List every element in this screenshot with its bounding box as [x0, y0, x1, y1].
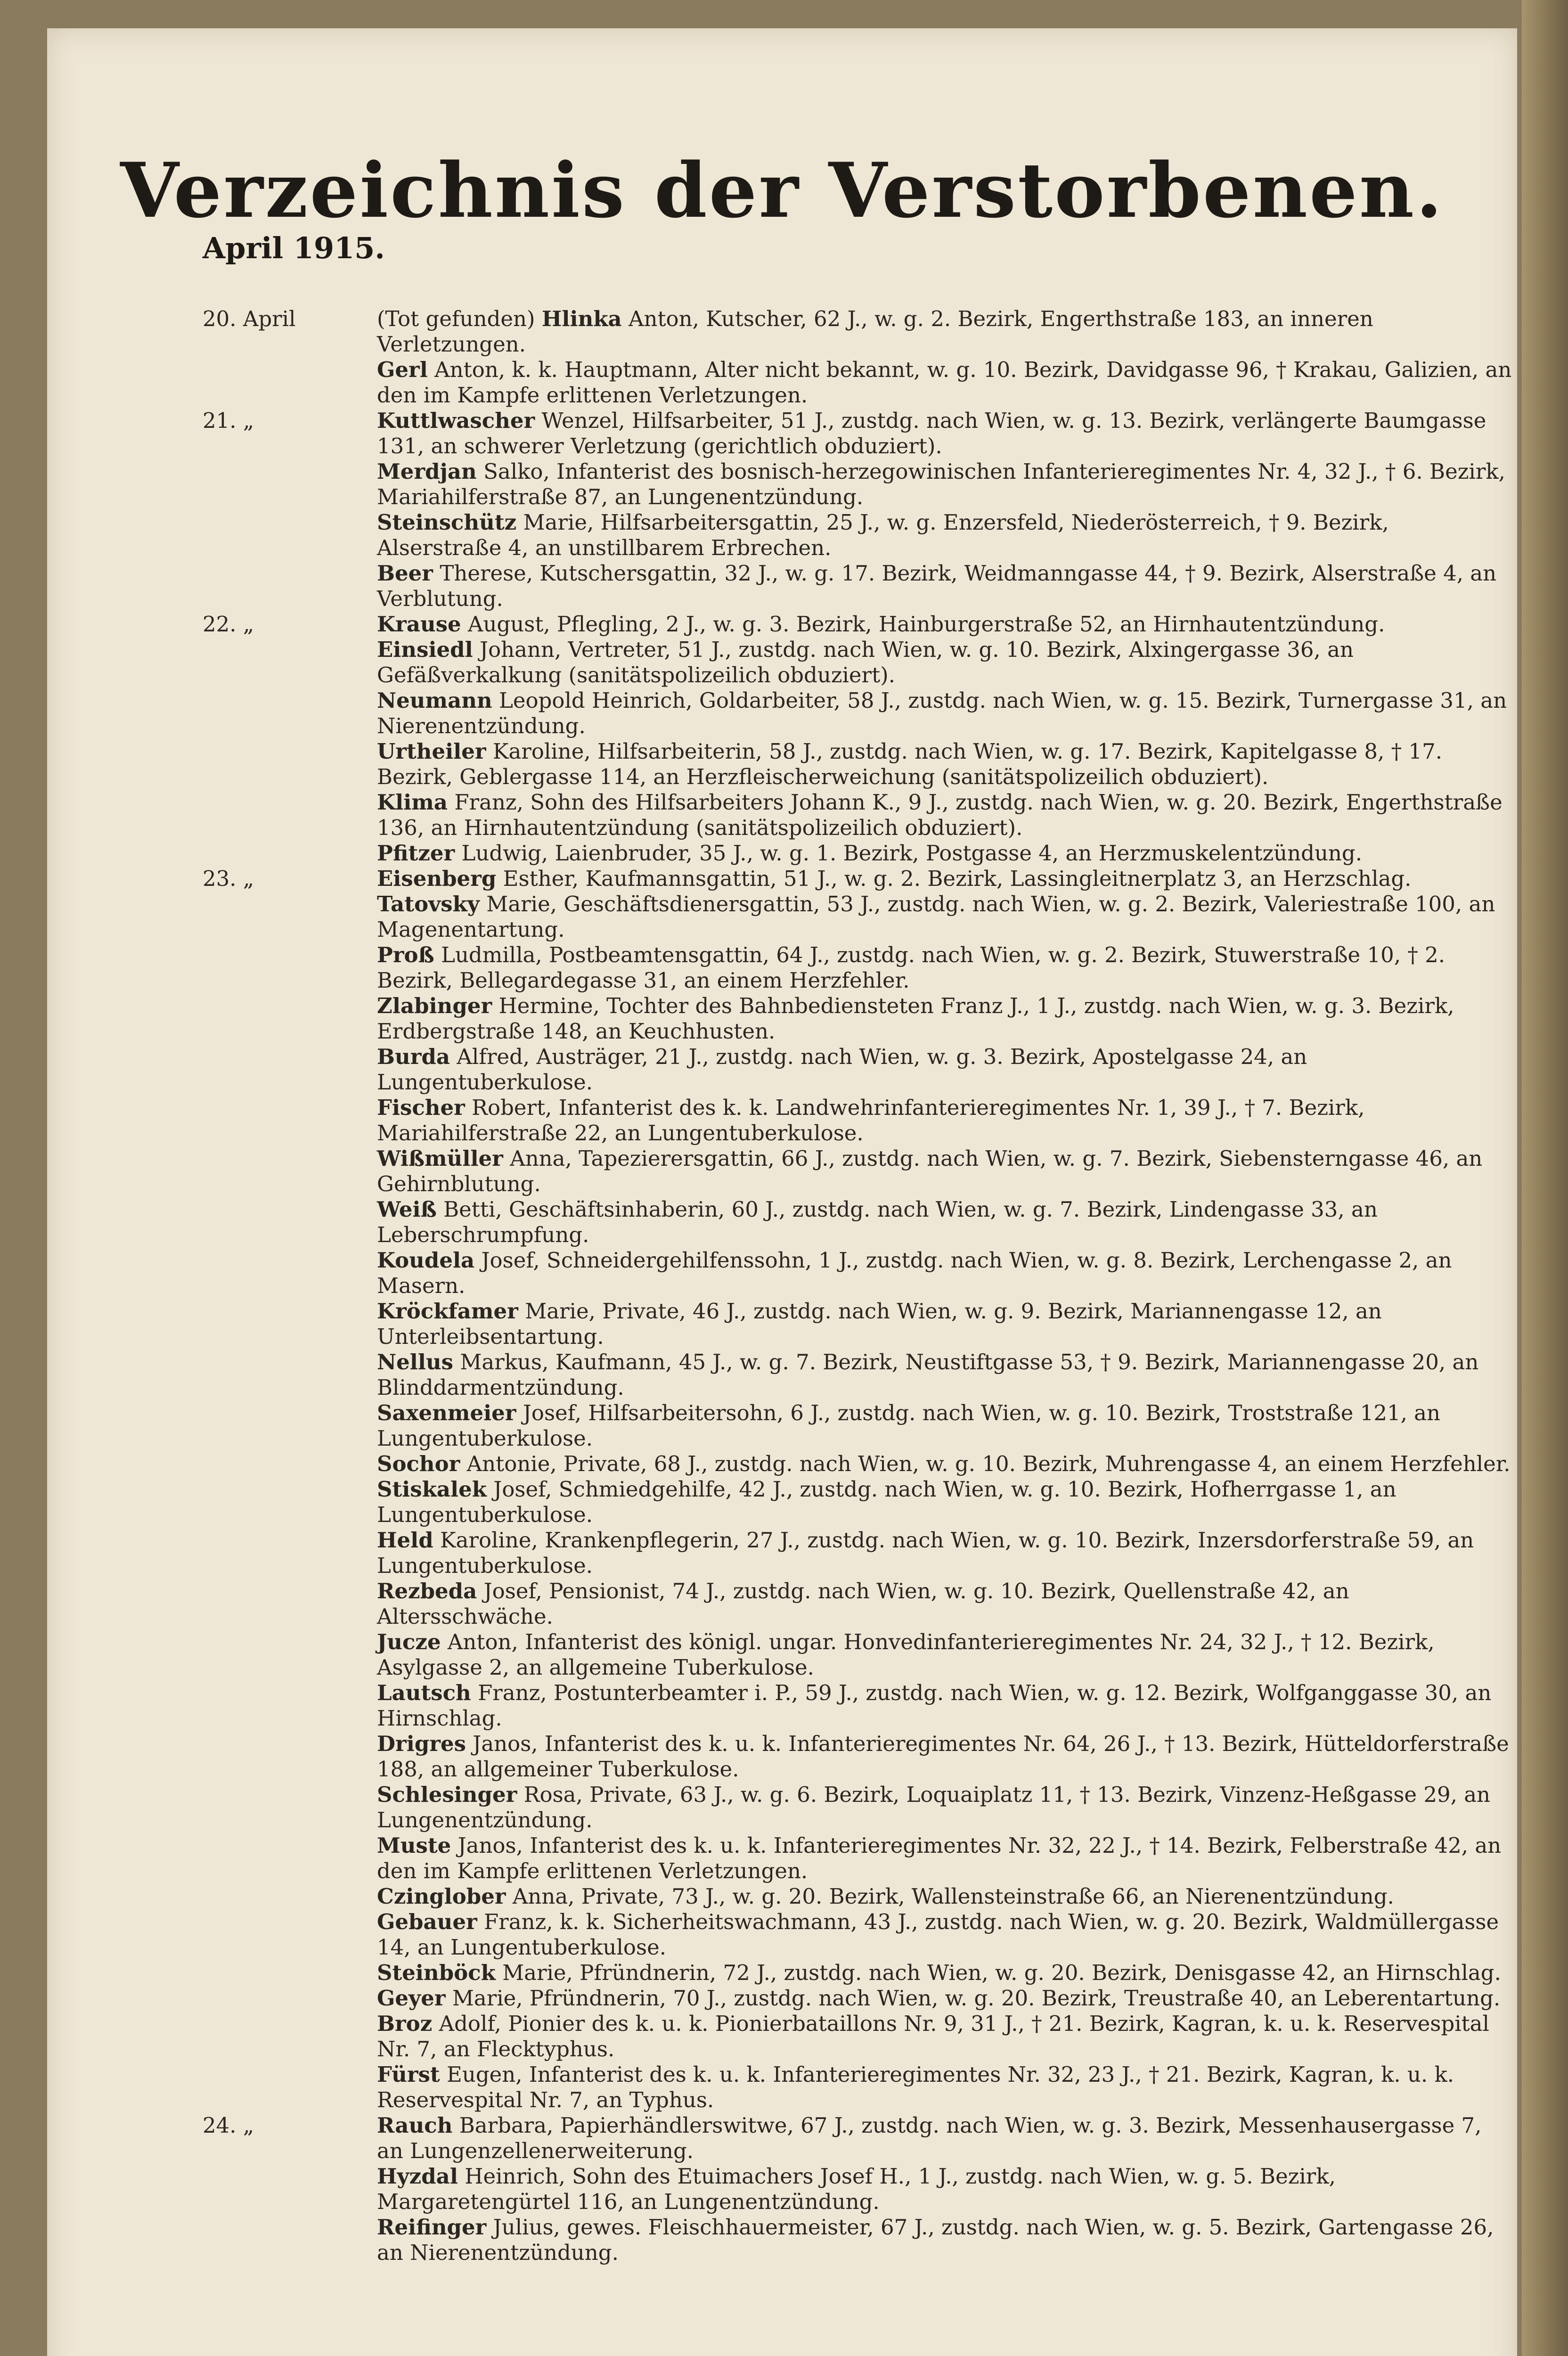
entry-surname: Kuttlwascher: [377, 408, 535, 433]
entry-details: Alfred, Austräger, 21 J., zustdg. nach Wien, w. g. 3. Bezirk, Apostelgasse 24, an Lungentuberkulose.: [377, 1044, 1307, 1095]
entry-surname: Gerl: [377, 357, 428, 382]
entry-details: Leopold Heinrich, Goldarbeiter, 58 J., zustdg. nach Wien, w. g. 15. Bezirk, Turnergasse 31, an Nierenentzündung.: [377, 688, 1507, 738]
list-item: [203, 1299, 1512, 1350]
list-item: [203, 1909, 1512, 1960]
entry-details: Janos, Infanterist des k. u. k. Infanterieregimentes Nr. 32, 22 J., † 14. Bezirk, Felberstraße 42, an den im Kampfe erlittenen Verletzungen.: [377, 1833, 1502, 1883]
page-title: Verzeichnis der Verstorbenen.: [120, 146, 1444, 235]
list-item: [203, 1044, 1512, 1095]
entry-surname: Lautsch: [377, 1680, 471, 1705]
list-item: [203, 1248, 1512, 1299]
entry-date: 20. April: [203, 306, 296, 331]
entry-details: Ludwig, Laienbruder, 35 J., w. g. 1. Bezirk, Postgasse 4, an Herzmuskelentzündung.: [455, 841, 1363, 866]
entry-date: 23. „: [203, 866, 254, 891]
list-item: [203, 1528, 1512, 1579]
entry-surname: Gebauer: [377, 1909, 477, 1934]
entry-details: Rosa, Private, 63 J., w. g. 6. Bezirk, Loquaiplatz 11, † 13. Bezirk, Vinzenz-Heßgasse 29, an Lungenentzündung.: [377, 1782, 1491, 1832]
entry-surname: Nellus: [377, 1350, 454, 1374]
entry-surname: Muste: [377, 1833, 451, 1858]
entry-details: Markus, Kaufmann, 45 J., w. g. 7. Bezirk, Neustiftgasse 53, † 9. Bezirk, Mariannengasse 20, an Blinddarmentzündung.: [377, 1350, 1479, 1400]
entry-details: Marie, Hilfsarbeitersgattin, 25 J., w. g. Enzersfeld, Niederösterreich, † 9. Bezirk, Alserstraße 4, an unstillbarem Erbrechen.: [377, 510, 1389, 560]
entry-surname: Fischer: [377, 1095, 465, 1120]
list-item: [203, 408, 1512, 459]
entry-surname: Broz: [377, 2011, 433, 2036]
entry-surname: Hyzdal: [377, 2164, 458, 2189]
list-item: [203, 1731, 1512, 1782]
entry-surname: Fürst: [377, 2062, 440, 2087]
entry-surname: Stiskalek: [377, 1477, 487, 1502]
entry-surname: Jucze: [377, 1629, 441, 1654]
entry-surname: Rauch: [377, 2113, 453, 2138]
entry-surname: Koudela: [377, 1248, 475, 1273]
entry-surname: Neumann: [377, 688, 492, 713]
entry-surname: Sochor: [377, 1451, 460, 1476]
entry-details: Josef, Schmiedgehilfe, 42 J., zustdg. nach Wien, w. g. 10. Bezirk, Hofherrgasse 1, an Lungentuberkulose.: [377, 1477, 1396, 1527]
list-item: [203, 2062, 1512, 2113]
list-item: [203, 510, 1512, 561]
list-item: [203, 1960, 1512, 1986]
list-item: [203, 688, 1512, 739]
list-item: [203, 1833, 1512, 1884]
entry-surname: Steinschütz: [377, 510, 517, 535]
entry-details: Anton, Kutscher, 62 J., w. g. 2. Bezirk, Engerthstraße 183, an inneren Verletzungen.: [377, 306, 1373, 357]
entry-details: Karoline, Hilfsarbeiterin, 58 J., zustdg. nach Wien, w. g. 17. Bezirk, Kapitelgasse 8, † 17. Bezirk, Geblergasse 114, an Herzfleischerweichung (sanitätspolizeilich obduziert).: [377, 739, 1442, 789]
list-item: [203, 1680, 1512, 1731]
entry-details: Betti, Geschäftsinhaberin, 60 J., zustdg. nach Wien, w. g. 7. Bezirk, Lindengasse 33, an Leberschrumpfung.: [377, 1197, 1378, 1247]
list-item: [203, 1884, 1512, 1909]
entry-surname: Geyer: [377, 1986, 446, 2011]
page: [47, 28, 1517, 2356]
entry-details: Franz, Postunterbeamter i. P., 59 J., zustdg. nach Wien, w. g. 12. Bezirk, Wolfganggasse 30, an Hirnschlag.: [377, 1680, 1492, 1731]
entry-surname: Saxenmeier: [377, 1400, 516, 1425]
entry-date: 21. „: [203, 408, 254, 433]
list-item: [203, 2215, 1512, 2266]
month-heading: April 1915.: [203, 231, 385, 265]
entry-surname: Krause: [377, 612, 461, 637]
entry-surname: Reifinger: [377, 2215, 487, 2240]
list-item: [203, 1579, 1512, 1629]
list-item: [203, 790, 1512, 841]
entry-details: Antonie, Private, 68 J., zustdg. nach Wien, w. g. 10. Bezirk, Muhrengasse 4, an einem Herzfehler.: [460, 1451, 1511, 1476]
entry-surname: Einsiedl: [377, 637, 473, 662]
entry-details: Julius, gewes. Fleischhauermeister, 67 J., zustdg. nach Wien, w. g. 5. Bezirk, Gartengasse 26, an Nierenentzündung.: [377, 2215, 1494, 2265]
entry-surname: Urtheiler: [377, 739, 486, 764]
entry-details: Adolf, Pionier des k. u. k. Pionierbataillons Nr. 9, 31 J., † 21. Bezirk, Kagran, k. u. k. Reservespital Nr. 7, an Flecktyphus.: [377, 2011, 1489, 2062]
entry-details: Heinrich, Sohn des Etuimachers Josef H., 1 J., zustdg. nach Wien, w. g. 5. Bezirk, Margaretengürtel 116, an Lungenentzündung.: [377, 2164, 1336, 2214]
list-item: [203, 841, 1512, 866]
list-item: [203, 1986, 1512, 2011]
list-item: [203, 612, 1512, 637]
entry-details: Barbara, Papierhändlerswitwe, 67 J., zustdg. nach Wien, w. g. 3. Bezirk, Messenhausergasse 7, an Lungenzellenerweiterung.: [377, 2113, 1482, 2163]
entry-surname: Wißmüller: [377, 1146, 503, 1171]
entry-surname: Zlabinger: [377, 993, 492, 1018]
entry-details: Karoline, Krankenpflegerin, 27 J., zustdg. nach Wien, w. g. 10. Bezirk, Inzersdorferstraße 59, an Lungentuberkulose.: [377, 1528, 1474, 1578]
entry-surname: Rezbeda: [377, 1579, 477, 1603]
entry-details: Anton, Infanterist des königl. ungar. Honvedinfanterieregimentes Nr. 24, 32 J., † 12. Bezirk, Asylgasse 2, an allgemeine Tuberkulose.: [377, 1629, 1435, 1680]
list-item: [203, 2011, 1512, 2062]
list-item: [203, 739, 1512, 790]
entry-surname: Drigres: [377, 1731, 466, 1756]
entry-date: 22. „: [203, 612, 254, 637]
list-item: [203, 2164, 1512, 2215]
list-item: [203, 306, 1512, 357]
entry-prefix: (Tot gefunden): [377, 306, 542, 331]
entry-details: Hermine, Tochter des Bahnbediensteten Franz J., 1 J., zustdg. nach Wien, w. g. 3. Bezirk, Erdbergstraße 148, an Keuchhusten.: [377, 993, 1454, 1044]
list-item: [203, 866, 1512, 892]
list-item: [203, 459, 1512, 510]
entry-surname: Held: [377, 1528, 433, 1553]
entry-details: Ludmilla, Postbeamtensgattin, 64 J., zustdg. nach Wien, w. g. 2. Bezirk, Stuwerstraße 10, † 2. Bezirk, Bellegardegasse 31, an einem Herzfehler.: [377, 942, 1446, 993]
entry-details: Josef, Schneidergehilfenssohn, 1 J., zustdg. nach Wien, w. g. 8. Bezirk, Lerchengasse 2, an Masern.: [377, 1248, 1452, 1298]
entry-details: Josef, Hilfsarbeitersohn, 6 J., zustdg. nach Wien, w. g. 10. Bezirk, Troststraße 121, an Lungentuberkulose.: [377, 1400, 1440, 1451]
entry-surname: Beer: [377, 561, 433, 586]
entry-details: Marie, Pfründnerin, 70 J., zustdg. nach Wien, w. g. 20. Bezirk, Treustraße 40, an Leberentartung.: [445, 1986, 1501, 2011]
list-item: [203, 1095, 1512, 1146]
entry-details: Therese, Kutschersgattin, 32 J., w. g. 17. Bezirk, Weidmanngasse 44, † 9. Bezirk, Alserstraße 4, an Verblutung.: [377, 561, 1497, 611]
list-item: [203, 2113, 1512, 2164]
list-item: [203, 1782, 1512, 1833]
entry-details: Eugen, Infanterist des k. u. k. Infanterieregimentes Nr. 32, 23 J., † 21. Bezirk, Kagran, k. u. k. Reservespital Nr. 7, an Typhus.: [377, 2062, 1454, 2112]
entry-details: Marie, Pfründnerin, 72 J., zustdg. nach Wien, w. g. 20. Bezirk, Denisgasse 42, an Hirnschlag.: [495, 1960, 1501, 1985]
list-item: [203, 1629, 1512, 1680]
entry-surname: Kröckfamer: [377, 1299, 518, 1324]
entry-details: Salko, Infanterist des bosnisch-herzegowinischen Infanterieregimentes Nr. 4, 32 J., † 6. Bezirk, Mariahilferstraße 87, an Lungenentzündung.: [377, 459, 1505, 509]
list-item: [203, 892, 1512, 942]
entry-date: 24. „: [203, 2113, 254, 2138]
entry-surname: Czinglober: [377, 1884, 506, 1909]
entry-surname: Merdjan: [377, 459, 477, 484]
list-item: [203, 1400, 1512, 1451]
entry-details: Josef, Pensionist, 74 J., zustdg. nach Wien, w. g. 10. Bezirk, Quellenstraße 42, an Altersschwäche.: [377, 1579, 1349, 1629]
entry-details: Franz, k. k. Sicherheitswachmann, 43 J., zustdg. nach Wien, w. g. 20. Bezirk, Waldmüllergasse 14, an Lungentuberkulose.: [377, 1909, 1499, 1960]
entry-details: Robert, Infanterist des k. k. Landwehrinfanterieregimentes Nr. 1, 39 J., † 7. Bezirk, Mariahilferstraße 22, an Lungentuberkulose.: [377, 1095, 1365, 1145]
entry-details: Johann, Vertreter, 51 J., zustdg. nach Wien, w. g. 10. Bezirk, Alxingergasse 36, an Gefäßverkalkung (sanitätspolizeilich obduziert).: [377, 637, 1354, 687]
entry-details: Marie, Geschäftsdienersgattin, 53 J., zustdg. nach Wien, w. g. 2. Bezirk, Valeriestraße 100, an Magenentartung.: [377, 892, 1495, 942]
book-spine: [1522, 0, 1568, 2356]
entry-surname: Klima: [377, 790, 448, 815]
entry-surname: Eisenberg: [377, 866, 497, 891]
list-item: [203, 637, 1512, 688]
entry-details: Marie, Private, 46 J., zustdg. nach Wien, w. g. 9. Bezirk, Mariannengasse 12, an Unterleibsentartung.: [377, 1299, 1382, 1349]
list-item: [203, 1350, 1512, 1400]
entry-surname: Tatovsky: [377, 892, 480, 916]
list-item: [203, 1451, 1512, 1477]
entry-surname: Pfitzer: [377, 841, 455, 866]
list-item: [203, 1146, 1512, 1197]
entry-details: Anna, Private, 73 J., w. g. 20. Bezirk, Wallensteinstraße 66, an Nierenentzündung.: [506, 1884, 1394, 1909]
entry-details: Janos, Infanterist des k. u. k. Infanterieregimentes Nr. 64, 26 J., † 13. Bezirk, Hütteldorferstraße 188, an allgemeiner Tuberkulose.: [377, 1731, 1509, 1782]
entry-surname: Proß: [377, 942, 434, 967]
list-item: [203, 561, 1512, 612]
entry-details: Anton, k. k. Hauptmann, Alter nicht bekannt, w. g. 10. Bezirk, Davidgasse 96, † Krakau, Galizien, an den im Kampfe erlittenen Verletzungen.: [377, 357, 1512, 408]
death-register-list: [203, 306, 1512, 2266]
entry-details: Wenzel, Hilfsarbeiter, 51 J., zustdg. nach Wien, w. g. 13. Bezirk, verlängerte Baumgasse 131, an schwerer Verletzung (gerichtlich obduziert).: [377, 408, 1486, 458]
list-item: [203, 1477, 1512, 1528]
list-item: [203, 357, 1512, 408]
list-item: [203, 1197, 1512, 1248]
entry-surname: Steinböck: [377, 1960, 496, 1985]
entry-details: Anna, Tapezierersgattin, 66 J., zustdg. nach Wien, w. g. 7. Bezirk, Siebensterngasse 46, an Gehirnblutung.: [377, 1146, 1483, 1196]
entry-details: August, Pflegling, 2 J., w. g. 3. Bezirk, Hainburgerstraße 52, an Hirnhautentzündung.: [461, 612, 1385, 637]
entry-surname: Hlinka: [541, 306, 622, 331]
entry-details: Franz, Sohn des Hilfsarbeiters Johann K., 9 J., zustdg. nach Wien, w. g. 20. Bezirk, Engerthstraße 136, an Hirnhautentzündung (sanitätspolizeilich obduziert).: [377, 790, 1503, 840]
list-item: [203, 993, 1512, 1044]
list-item: [203, 942, 1512, 993]
entry-details: Esther, Kaufmannsgattin, 51 J., w. g. 2. Bezirk, Lassingleitnerplatz 3, an Herzschlag.: [496, 866, 1412, 891]
entry-surname: Weiß: [377, 1197, 437, 1222]
entry-surname: Schlesinger: [377, 1782, 517, 1807]
entry-surname: Burda: [377, 1044, 450, 1069]
